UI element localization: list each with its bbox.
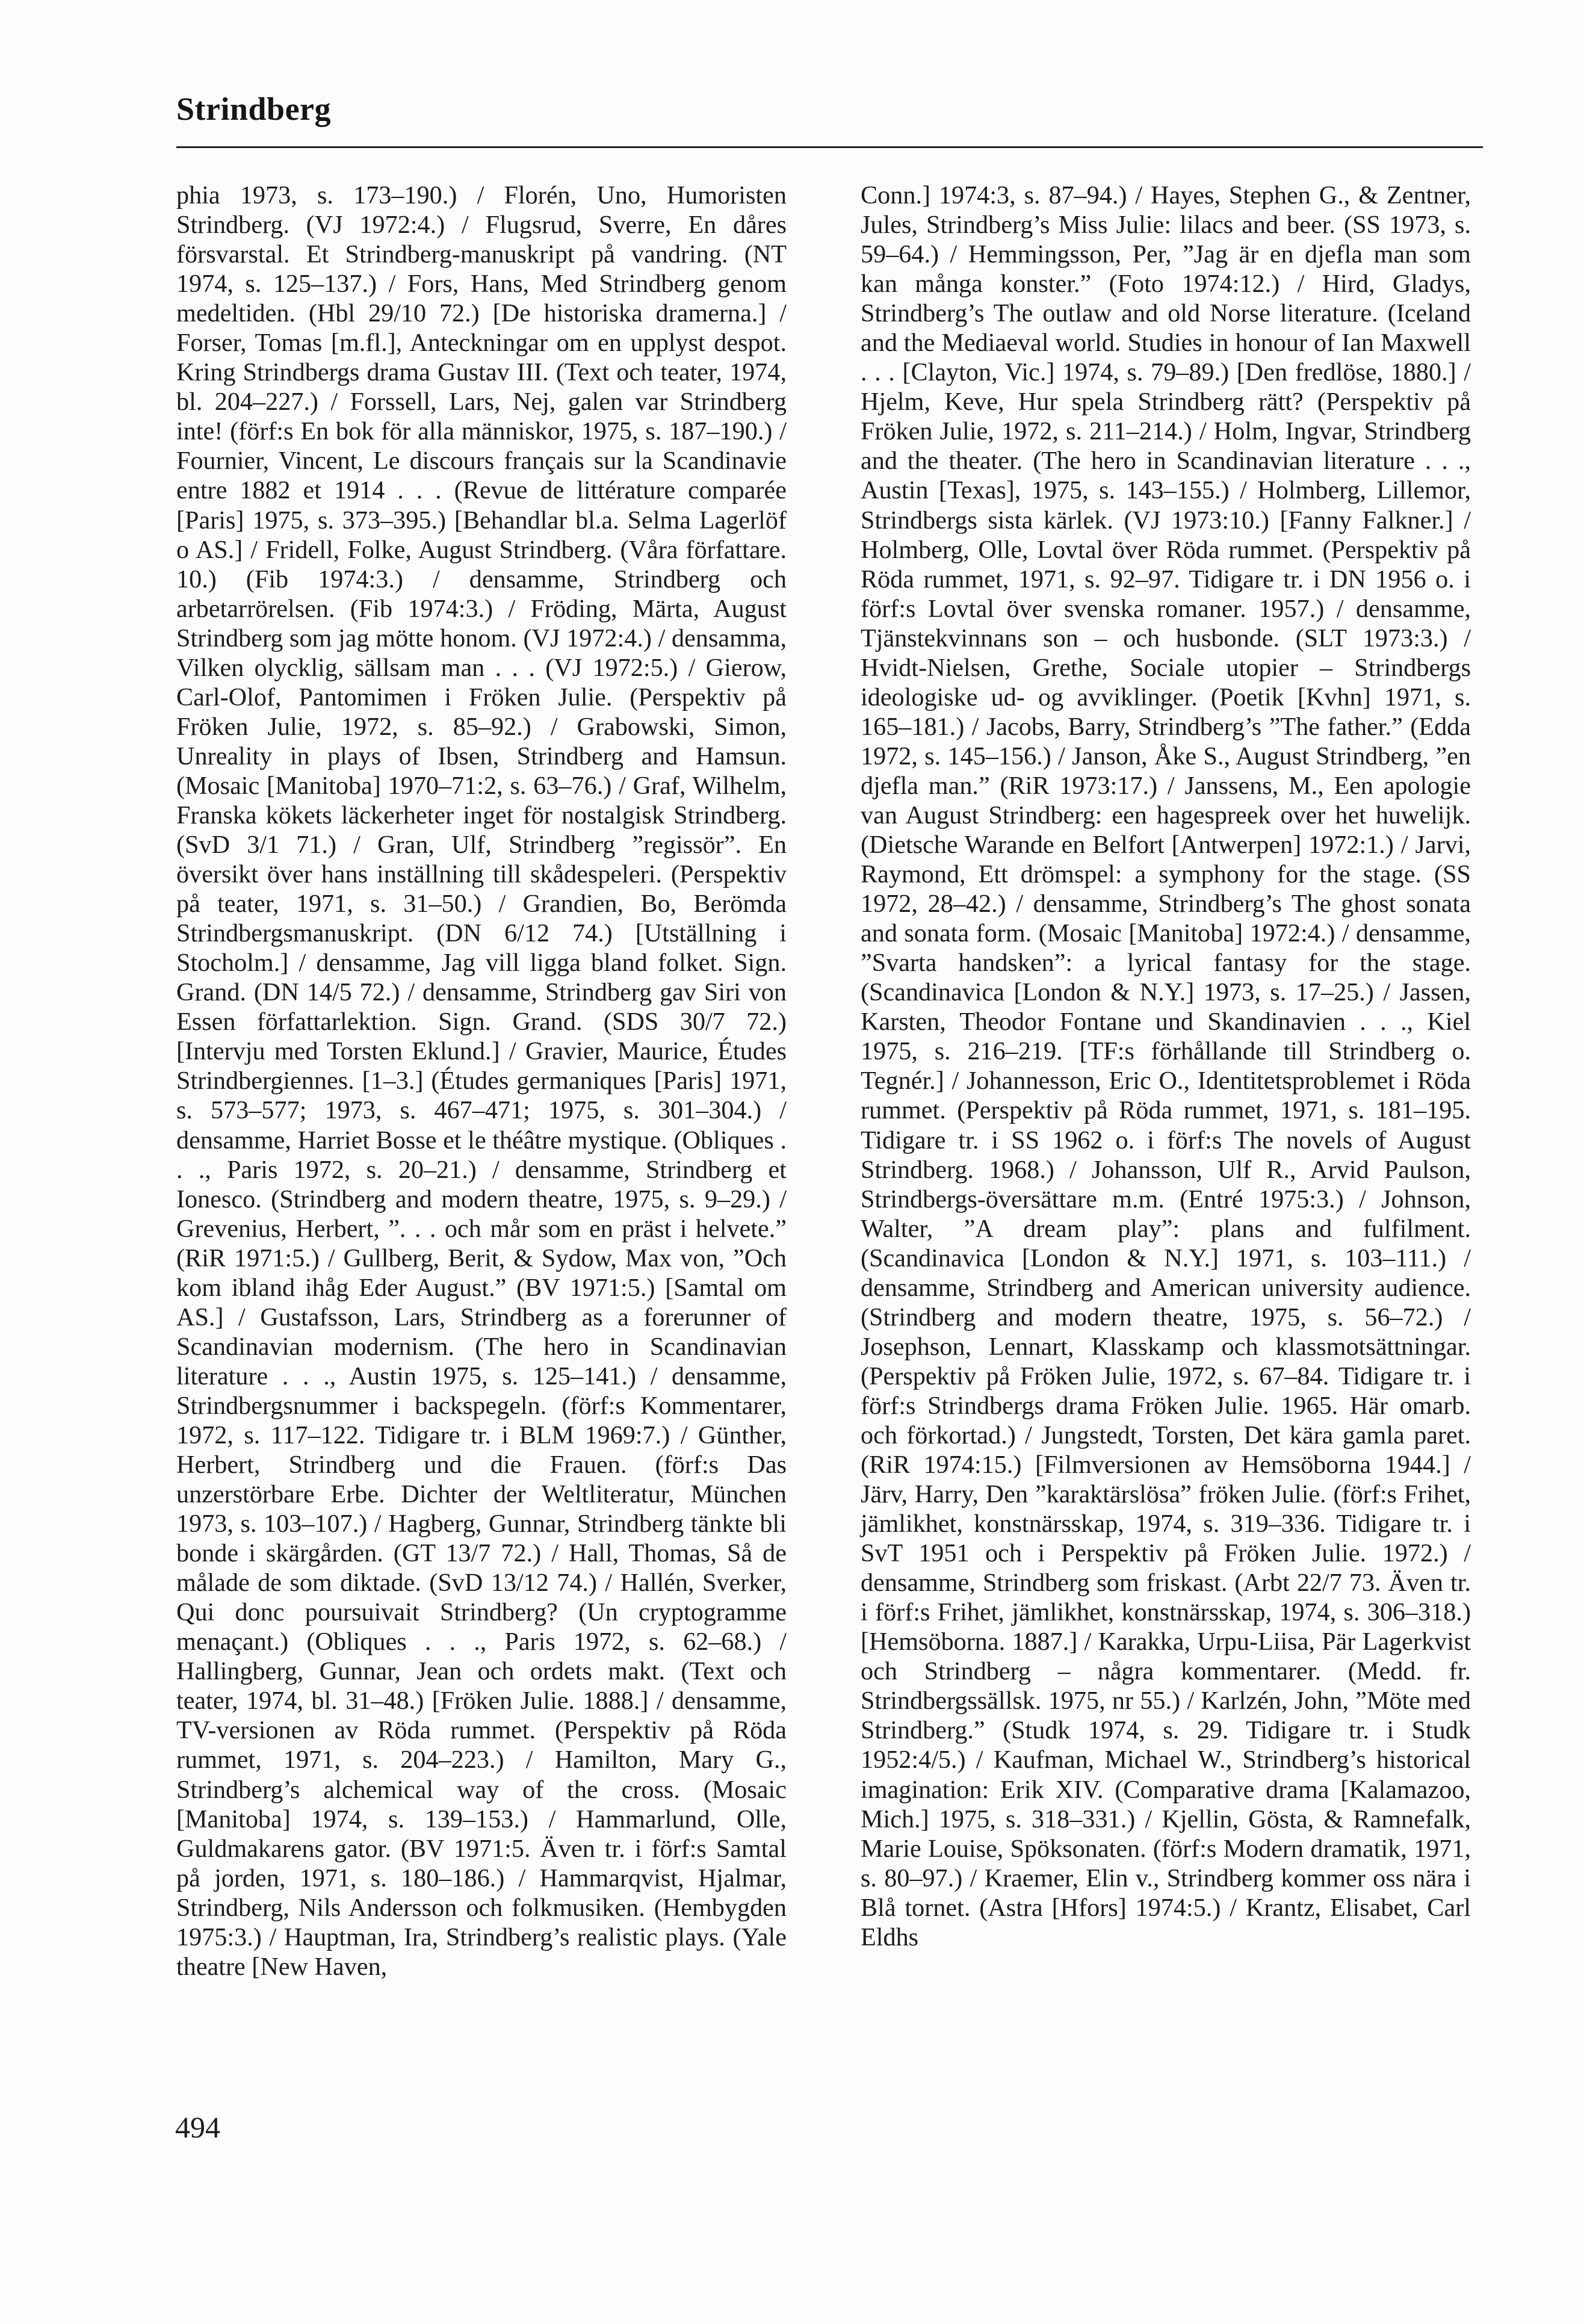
page-number: 494 (175, 2110, 220, 2144)
right-column-text: Conn.] 1974:3, s. 87–94.) / Hayes, Stephen G., & Zentner, Jules, Strindberg’s Miss Julie: lilacs and beer. (SS 1973, s. 59–64.) / Hemmingsson, Per, ”Jag är en djefla man som kan många konster.” (Foto 1974:12.) / Hird, Gladys, Strindberg’s The outlaw and old Norse literature. (Iceland and the Mediaeval world. Studies in honour of Ian Maxwell . . . [Clayton, Vic.] 1974, s. 79–89.) [Den fredlöse, 1880.] / Hjelm, Keve, Hur spela Strindberg rätt? (Perspektiv på Fröken Julie, 1972, s. 211–214.) / Holm, Ingvar, Strindberg and the theater. (The hero in Scandinavian literature . . ., Austin [Texas], 1975, s. 143–155.) / Holmberg, Lillemor, Strindbergs sista kärlek. (VJ 1973:10.) [Fanny Falkner.] / Holmberg, Olle, Lovtal över Röda rummet. (Perspektiv på Röda rummet, 1971, s. 92–97. Tidigare tr. i DN 1956 o. i förf:s Lovtal över svenska romaner. 1957.) / densamme, Tjänstekvinnans son – och husbonde. (SLT 1973:3.) / Hvidt-Nielsen, Grethe, Sociale utopier – Strindbergs ideologiske ud- og avviklinger. (Poetik [Kvhn] 1971, s. 165–181.) / Jacobs, Barry, Strindberg’s ”The father.” (Edda 1972, s. 145–156.) / Janson, Åke S., August Strindberg, ”en djefla man.” (RiR 1973:17.) / Janssens, M., Een apologie van August Strindberg: een hagespreek over het huwelijk. (Dietsche Warande en Belfort [Antwerpen] 1972:1.) / Jarvi, Raymond, Ett drömspel: a symphony for the stage. (SS 1972, 28–42.) / densamme, Strindberg’s The ghost sonata and sonata form. (Mosaic [Manitoba] 1972:4.) / densamme, ”Svarta handsken”: a lyrical fantasy for the stage. (Scandinavica [London & N.Y.] 1973, s. 17–25.) / Jassen, Karsten, Theodor Fontane und Skandinavien . . ., Kiel 1975, s. 216–219. [TF:s förhållande till Strindberg o. Tegnér.] / Johannesson, Eric O., Identitetsproblemet i Röda rummet. (Perspektiv på Röda rummet, 1971, s. 181–195. Tidigare tr. i SS 1962 o. i förf:s The novels of August Strindberg. 1968.) / Johansson, Ulf R., Arvid Paulson, Strindbergs-översättare m.m. (Entré 1975:3.) / Johnson, Walter, ”A dream play”: plans and fulfilment. (Scandinavica [London & N.Y.] 1971, s. 103–111.) / densamme, Strindberg and American university audience. (Strindberg and modern theatre, 1975, s. 56–72.) / Josephson, Lennart, Klasskamp och klassmotsättningar. (Perspektiv på Fröken Julie, 1972, s. 67–84. Tidigare tr. i förf:s Strindbergs drama Fröken Julie. 1965. Här omarb. och förkortad.) / Jungstedt, Torsten, Det kära gamla paret. (RiR 1974:15.) [Filmversionen av Hemsöborna 1944.] / Järv, Harry, Den ”karaktärslösa” fröken Julie. (förf:s Frihet, jämlikhet, konstnärsskap, 1974, s. 319–336. Tidigare tr. i SvT 1951 och i Perspektiv på Fröken Julie. 1972.) / densamme, Strindberg som friskast. (Arbt 22/7 73. Även tr. i förf:s Frihet, jämlikhet, konstnärsskap, 1974, s. 306–318.) [Hemsöborna. 1887.] / Karakka, Urpu-Liisa, Pär Lagerkvist och Strindberg – några kommentarer. (Medd. fr. Strindbergssällsk. 1975, nr 55.) / Karlzén, John, ”Möte med Strindberg.” (Studk 1974, s. 29. Tidigare tr. i Studk 1952:4/5.) / Kaufman, Michael W., Strindberg’s historical imagination: Erik XIV. (Comparative drama [Kalamazoo, Mich.] 1975, s. 318–331.) / Kjellin, Gösta, & Ramnefalk, Marie Louise, Spöksonaten. (förf:s Modern dramatik, 1971, s. 80–97.) / Kraemer, Elin v., Strindberg kommer oss nära i Blå tornet. (Astra [Hfors] 1974:5.) / Krantz, Elisabet, Carl Eldhs (861, 181, 1471, 1951)
left-column-text: phia 1973, s. 173–190.) / Florén, Uno, Humoristen Strindberg. (VJ 1972:4.) / Flugsrud, Sverre, En dåres försvarstal. Et Strindberg-manuskript på vandring. (NT 1974, s. 125–137.) / Fors, Hans, Med Strindberg genom medeltiden. (Hbl 29/10 72.) [De historiska dramerna.] / Forser, Tomas [m.fl.], Anteckningar om en upplyst despot. Kring Strindbergs drama Gustav III. (Text och teater, 1974, bl. 204–227.) / Forssell, Lars, Nej, galen var Strindberg inte! (förf:s En bok för alla människor, 1975, s. 187–190.) / Fournier, Vincent, Le discours français sur la Scandinavie entre 1882 et 1914 . . . (Revue de littérature comparée [Paris] 1975, s. 373–395.) [Behandlar bl.a. Selma Lagerlöf o AS.] / Fridell, Folke, August Strindberg. (Våra författare. 10.) (Fib 1974:3.) / densamme, Strindberg och arbetarrörelsen. (Fib 1974:3.) / Fröding, Märta, August Strindberg som jag mötte honom. (VJ 1972:4.) / densamma, Vilken olycklig, sällsam man . . . (VJ 1972:5.) / Gierow, Carl-Olof, Pantomimen i Fröken Julie. (Perspektiv på Fröken Julie, 1972, s. 85–92.) / Grabowski, Simon, Unreality in plays of Ibsen, Strindberg and Hamsun. (Mosaic [Manitoba] 1970–71:2, s. 63–76.) / Graf, Wilhelm, Franska kökets läckerheter inget för nostalgisk Strindberg. (SvD 3/1 71.) / Gran, Ulf, Strindberg ”regissör”. En översikt över hans inställning till skådespeleri. (Perspektiv på teater, 1971, s. 31–50.) / Grandien, Bo, Berömda Strindbergsmanuskript. (DN 6/12 74.) [Utställning i Stocholm.] / densamme, Jag vill ligga bland folket. Sign. Grand. (DN 14/5 72.) / densamme, Strindberg gav Siri von Essen författarlektion. Sign. Grand. (SDS 30/7 72.) [Intervju med Torsten Eklund.] / Gravier, Maurice, Études Strindbergiennes. [1–3.] (Études germaniques [Paris] 1971, s. 573–577; 1973, s. 467–471; 1975, s. 301–304.) / densamme, Harriet Bosse et le théâtre mystique. (Obliques . . ., Paris 1972, s. 20–21.) / densamme, Strindberg et Ionesco. (Strindberg and modern theatre, 1975, s. 9–29.) / Grevenius, Herbert, ”. . . och mår som en präst i helvete.” (RiR 1971:5.) / Gullberg, Berit, & Sydow, Max von, ”Och kom ibland ihåg Eder August.” (BV 1971:5.) [Samtal om AS.] / Gustafsson, Lars, Strindberg as a forerunner of Scandinavian modernism. (The hero in Scandinavian literature . . ., Austin 1975, s. 125–141.) / densamme, Strindbergsnummer i backspegeln. (förf:s Kommentarer, 1972, s. 117–122. Tidigare tr. i BLM 1969:7.) / Günther, Herbert, Strindberg und die Frauen. (förf:s Das unzerstörbare Erbe. Dichter der Weltliteratur, München 1973, s. 103–107.) / Hagberg, Gunnar, Strindberg tänkte bli bonde i skärgården. (GT 13/7 72.) / Hall, Thomas, Så de målade de som diktade. (SvD 13/12 74.) / Hallén, Sverker, Qui donc poursuivait Strindberg? (Un cryptogramme menaçant.) (Obliques . . ., Paris 1972, s. 62–68.) / Hallingberg, Gunnar, Jean och ordets makt. (Text och teater, 1974, bl. 31–48.) [Fröken Julie. 1888.] / densamme, TV-versionen av Röda rummet. (Perspektiv på Röda rummet, 1971, s. 204–223.) / Hamilton, Mary G., Strindberg’s alchemical way of the cross. (Mosaic [Manitoba] 1974, s. 139–153.) / Hammarlund, Olle, Guldmakarens gator. (BV 1971:5. Även tr. i förf:s Samtal på jorden, 1971, s. 180–186.) / Hammarqvist, Hjalmar, Strindberg, Nils Andersson och folkmusiken. (Hembygden 1975:3.) / Hauptman, Ira, Strindberg’s realistic plays. (Yale theatre [New Haven, (176, 181, 787, 1981)
running-head-title: Strindberg (176, 91, 332, 127)
header-rule (176, 146, 1483, 148)
